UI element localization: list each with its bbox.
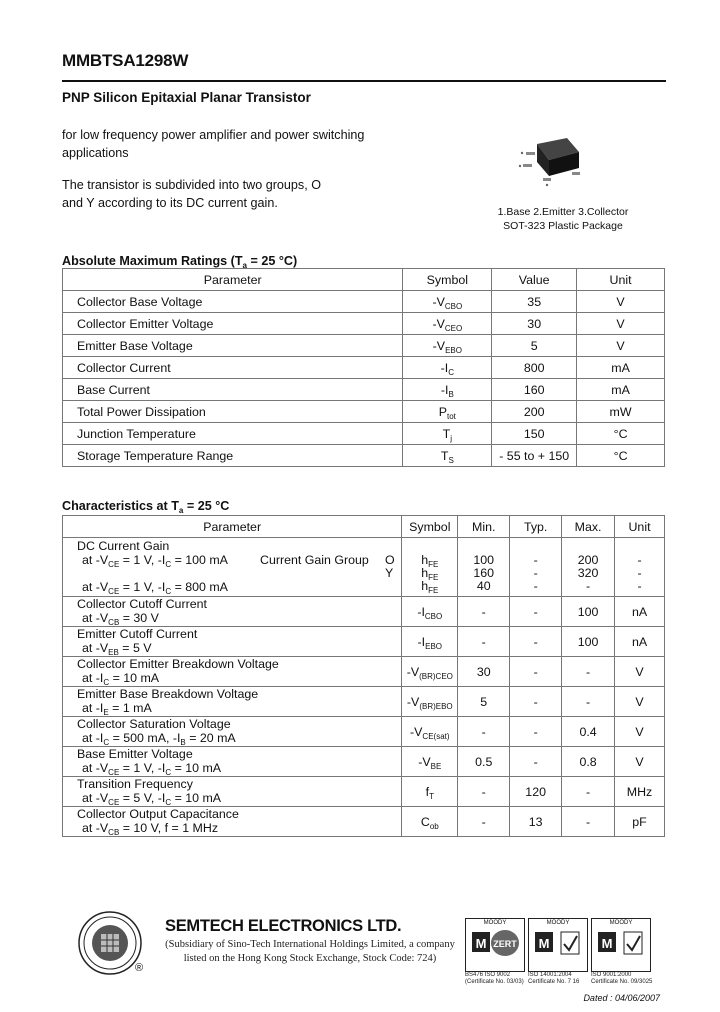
char-param: Emitter Cutoff Current at $-V_{EB} = 5$ V [63, 627, 402, 657]
char-unit: V [615, 687, 665, 717]
char-typ: 120 [510, 777, 562, 807]
char-unit: nA [615, 597, 665, 627]
abs-symbol: $-I_C$ [403, 357, 492, 379]
abs-param: Base Current [63, 379, 403, 401]
characteristics-header-row [63, 516, 665, 538]
abs-param: Storage Temperature Range [63, 445, 403, 467]
title-divider [62, 80, 666, 82]
dc-gain-param [63, 538, 402, 597]
certificate-3: MOODY M [591, 918, 651, 972]
char-unit: pF [615, 807, 665, 837]
abs-max-row [63, 357, 665, 379]
col-parameter: Parameter [63, 269, 403, 291]
certificate-1: MOODY M ZERT [465, 918, 525, 972]
gain-group-label: Current Gain Group [260, 552, 369, 567]
package-type: SOT-323 Plastic Package [503, 220, 623, 232]
abs-param: Total Power Dissipation [63, 401, 403, 423]
abs-value: 800 [492, 357, 577, 379]
col-unit: Unit [577, 269, 665, 291]
char-param: Collector Cutoff Current at $-V_{CB} = 30$ V [63, 597, 402, 627]
abs-param: Junction Temperature [63, 423, 403, 445]
company-name: SEMTECH ELECTRONICS LTD. [165, 917, 402, 935]
gain-group-o: O [385, 552, 395, 567]
abs-value: 160 [492, 379, 577, 401]
characteristics-row [63, 627, 665, 657]
col-symbol: Symbol [402, 516, 458, 538]
abs-value: 35 [492, 291, 577, 313]
col-parameter: Parameter [63, 516, 402, 538]
characteristics-row [63, 747, 665, 777]
char-max: 100 [562, 597, 615, 627]
characteristics-row [63, 687, 665, 717]
char-unit: V [615, 747, 665, 777]
abs-param: Collector Current [63, 357, 403, 379]
char-min: - [458, 777, 510, 807]
col-symbol: Symbol [403, 269, 492, 291]
abs-value: 150 [492, 423, 577, 445]
gain-group-y: Y [385, 566, 394, 580]
char-max: 0.4 [562, 717, 615, 747]
abs-symbol: $T_S$ [403, 445, 492, 467]
svg-text:M: M [475, 936, 487, 951]
char-max: - [562, 657, 615, 687]
characteristics-row [63, 777, 665, 807]
char-symbol: $-V_{BE}$ [402, 747, 458, 777]
dc-gain-max: 200 320 - [562, 538, 615, 597]
char-typ: - [510, 657, 562, 687]
dated-stamp: Dated : 04/06/2007 [583, 993, 660, 1003]
char-min: - [458, 717, 510, 747]
col-value: Value [492, 269, 577, 291]
abs-unit: V [577, 291, 665, 313]
svg-text:M: M [601, 936, 613, 951]
dc-gain-cond1: at $-V_{CE} = 1$ V, $-I_C = 100$ mA Current Gain Group O [82, 552, 395, 569]
abs-param: Collector Emitter Voltage [63, 313, 403, 335]
gain-group-y-line [77, 567, 401, 581]
abs-max-row [63, 445, 665, 467]
abs-unit: V [577, 313, 665, 335]
abs-unit: V [577, 335, 665, 357]
abs-max-row [63, 313, 665, 335]
char-symbol: $f_T$ [402, 777, 458, 807]
abs-unit: °C [577, 445, 665, 467]
characteristics-row [63, 717, 665, 747]
char-typ: - [510, 627, 562, 657]
dc-gain-min: 100 160 40 [458, 538, 510, 597]
char-unit: MHz [615, 777, 665, 807]
char-min: 5 [458, 687, 510, 717]
characteristics-row [63, 657, 665, 687]
col-unit: Unit [615, 516, 665, 538]
abs-value: 5 [492, 335, 577, 357]
char-typ: - [510, 687, 562, 717]
abs-unit: mW [577, 401, 665, 423]
abs-symbol: $P_{tot}$ [403, 401, 492, 423]
abs-max-row [63, 401, 665, 423]
char-param: Collector Emitter Breakdown Voltage at $-I_C = 10$ mA [63, 657, 402, 687]
characteristics-table [62, 515, 665, 837]
col-max: Max. [562, 516, 615, 538]
svg-text:M: M [538, 936, 550, 951]
package-illustration [517, 130, 597, 190]
char-typ: - [510, 717, 562, 747]
abs-symbol: $-I_B$ [403, 379, 492, 401]
char-min: - [458, 807, 510, 837]
abs-unit: °C [577, 423, 665, 445]
char-symbol: $C_{ob}$ [402, 807, 458, 837]
svg-text:ZERT: ZERT [493, 939, 517, 949]
char-unit: V [615, 717, 665, 747]
abs-max-table [62, 268, 665, 467]
semtech-logo [77, 910, 143, 976]
certificate-2: MOODY M [528, 918, 588, 972]
char-typ: - [510, 597, 562, 627]
abs-symbol: $T_j$ [403, 423, 492, 445]
char-unit: nA [615, 627, 665, 657]
dc-gain-cond2: at $-V_{CE} = 1$ V, $-I_C = 800$ mA [82, 579, 228, 596]
company-subsidiary-note: (Subsidiary of Sino-Tech International Holdings Limited, a company listed on the Hong Kong Stock Exchange, Stock Code: 724) [165, 939, 455, 964]
col-min: Min. [458, 516, 510, 538]
char-max: - [562, 807, 615, 837]
abs-max-heading: Absolute Maximum Ratings ($T_a = 25$ °C) [62, 254, 298, 270]
abs-unit: mA [577, 379, 665, 401]
certificate-1-caption: BS476 ISO 9002 (Certificate No. 03/03) [465, 972, 524, 985]
char-typ: - [510, 747, 562, 777]
char-param: Emitter Base Breakdown Voltage at $-I_E = 1$ mA [63, 687, 402, 717]
dc-gain-name: DC Current Gain [77, 539, 170, 553]
abs-symbol: $-V_{CEO}$ [403, 313, 492, 335]
col-typ: Typ. [510, 516, 562, 538]
abs-max-row [63, 291, 665, 313]
abs-max-row [63, 423, 665, 445]
char-min: 30 [458, 657, 510, 687]
pin-assignment: 1.Base 2.Emitter 3.Collector [497, 206, 629, 218]
char-max: 0.8 [562, 747, 615, 777]
characteristics-row [63, 807, 665, 837]
abs-symbol: $-V_{EBO}$ [403, 335, 492, 357]
char-param: Collector Saturation Voltage at $-I_C = 500$ mA, $-I_B = 20$ mA [63, 717, 402, 747]
char-max: 100 [562, 627, 615, 657]
abs-unit: mA [577, 357, 665, 379]
abs-param: Emitter Base Voltage [63, 335, 403, 357]
char-param: Transition Frequency at $-V_{CE} = 5$ V, $-I_C = 10$ mA [63, 777, 402, 807]
char-symbol: $-I_{EBO}$ [402, 627, 458, 657]
certificate-3-caption: ISO 9001:2000 Certificate No. 09/3025 [591, 972, 653, 985]
char-param: Base Emitter Voltage at $-V_{CE} = 1$ V, $-I_C = 10$ mA [63, 747, 402, 777]
registered-mark: ® [135, 962, 144, 974]
char-typ: 13 [510, 807, 562, 837]
char-min: - [458, 597, 510, 627]
part-number-title: MMBTSA1298W [62, 51, 189, 70]
characteristics-heading: Characteristics at $T_a = 25$ °C [62, 499, 230, 515]
char-min: - [458, 627, 510, 657]
char-max: - [562, 687, 615, 717]
abs-max-row [63, 379, 665, 401]
abs-param: Collector Base Voltage [63, 291, 403, 313]
dc-gain-typ: - - - [510, 538, 562, 597]
char-symbol: $-V_{CE(sat)}$ [402, 717, 458, 747]
abs-value: 30 [492, 313, 577, 335]
dc-gain-symbol: $h_{FE}$ $h_{FE}$ $h_{FE}$ [402, 538, 458, 597]
certificate-2-caption: ISO 14001:2004 Certificate No. 7 16 [528, 972, 580, 985]
application-description: for low frequency power amplifier and power switching applications [62, 128, 365, 160]
abs-value: - 55 to + 150 [492, 445, 577, 467]
abs-value: 200 [492, 401, 577, 423]
dc-gain-unit: - - - [615, 538, 665, 597]
char-max: - [562, 777, 615, 807]
char-symbol: $-V_{(BR)CEO}$ [402, 657, 458, 687]
abs-symbol: $-V_{CBO}$ [403, 291, 492, 313]
char-param: Collector Output Capacitance at $-V_{CB} = 10$ V, f = 1 MHz [63, 807, 402, 837]
abs-max-row [63, 335, 665, 357]
char-symbol: $-V_{(BR)EBO}$ [402, 687, 458, 717]
dc-gain-row [63, 538, 665, 597]
device-subtitle: PNP Silicon Epitaxial Planar Transistor [62, 90, 311, 105]
char-symbol: $-I_{CBO}$ [402, 597, 458, 627]
characteristics-row [63, 597, 665, 627]
char-unit: V [615, 657, 665, 687]
char-min: 0.5 [458, 747, 510, 777]
gain-group-description: The transistor is subdivided into two groups, O and Y according to its DC current gain. [62, 178, 321, 210]
abs-max-header-row [63, 269, 665, 291]
